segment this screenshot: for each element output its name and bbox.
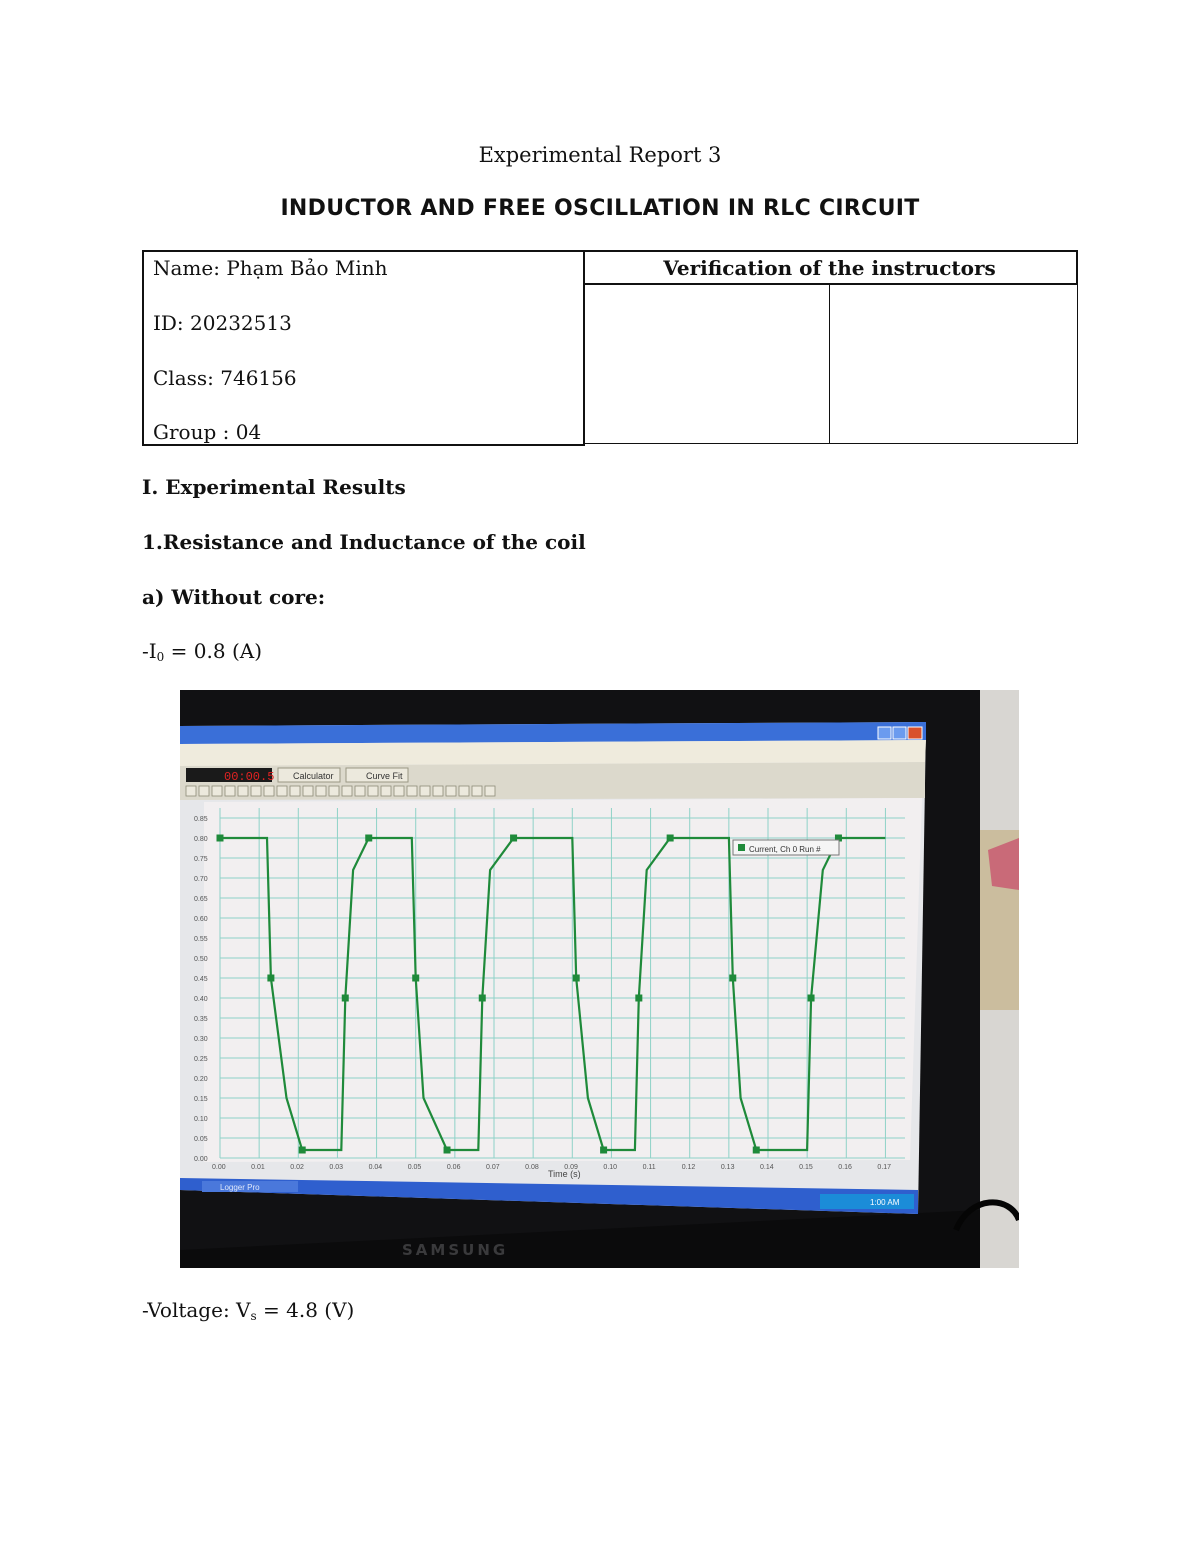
subsection-heading-coil: 1.Resistance and Inductance of the coil [142, 530, 586, 554]
current-measurement [142, 639, 262, 664]
x-tick-label: 0.01 [251, 1164, 265, 1171]
voltage-value: = 4.8 (V) [256, 1298, 355, 1322]
voltage-prefix: -Voltage: V [142, 1298, 251, 1322]
data-point-marker [479, 995, 486, 1002]
data-point-marker [444, 1147, 451, 1154]
x-tick-label: 0.03 [329, 1164, 344, 1171]
x-tick-label: 0.14 [760, 1164, 774, 1171]
y-tick-label: 0.00 [194, 1156, 208, 1163]
x-tick-label: 0.09 [564, 1164, 578, 1171]
toolbar-tool-icon [342, 786, 352, 796]
data-point-marker [635, 995, 642, 1002]
toolbar-tool-icon [316, 786, 326, 796]
toolbar-tool-icon [394, 786, 404, 796]
legend-label: Current, Ch 0 Run # [749, 845, 821, 854]
toolbar-tool-icon [355, 786, 365, 796]
toolbar-tool-icon [238, 786, 248, 796]
y-tick-label: 0.45 [194, 976, 208, 983]
student-group: Group : 04 [153, 420, 262, 444]
toolbar-tool-icon [264, 786, 274, 796]
x-tick-label: 0.04 [368, 1164, 383, 1171]
report-label: Experimental Report 3 [478, 143, 722, 167]
x-tick-label: 0.17 [877, 1164, 892, 1171]
monitor-brand-logo: SAMSUNG [402, 1241, 509, 1259]
y-tick-label: 0.30 [194, 1036, 208, 1043]
curve-fit-label: Curve Fit [366, 771, 403, 781]
y-tick-label: 0.15 [194, 1096, 208, 1103]
data-point-marker [412, 975, 419, 982]
timer-readout: 00:00.5 [224, 770, 275, 784]
voltage-measurement [142, 1298, 354, 1323]
toolbar-tool-icon [329, 786, 339, 796]
verification-header: Verification of the instructors [583, 250, 1078, 285]
student-info-cell [142, 250, 585, 446]
data-point-marker [753, 1147, 760, 1154]
signature-cell-2 [830, 283, 1078, 444]
toolbar-tool-icon [186, 786, 196, 796]
x-axis-label: Time (s) [548, 1169, 581, 1179]
monitor-photo-svg [180, 690, 1019, 1268]
y-tick-label: 0.60 [194, 916, 208, 923]
y-tick-label: 0.65 [194, 896, 208, 903]
monitor-photo [180, 690, 1019, 1268]
toolbar-tool-icon [290, 786, 300, 796]
current-value: = 0.8 (A) [164, 639, 262, 663]
y-tick-label: 0.50 [194, 956, 208, 963]
toolbar-tool-icon [368, 786, 378, 796]
x-tick-label: 0.12 [681, 1164, 696, 1171]
y-tick-label: 0.75 [194, 856, 208, 863]
student-id: ID: 20232513 [153, 311, 292, 335]
toolbar-tool-icon [277, 786, 287, 796]
toolbar-tool-icon [446, 786, 456, 796]
toolbar-tool-icon [381, 786, 391, 796]
system-tray [820, 1194, 914, 1209]
toolbar-tool-icon [225, 786, 235, 796]
y-tick-label: 0.40 [194, 996, 208, 1003]
toolbar-tool-icon [407, 786, 417, 796]
x-tick-label: 0.05 [407, 1164, 422, 1171]
data-point-marker [573, 975, 580, 982]
x-tick-label: 0.00 [212, 1164, 226, 1171]
x-tick-label: 0.10 [603, 1164, 618, 1171]
x-tick-label: 0.02 [290, 1164, 304, 1171]
toolbar-tool-icon [472, 786, 482, 796]
y-tick-label: 0.10 [194, 1116, 208, 1123]
toolbar-tool-icon [485, 786, 495, 796]
toolbar-tool-icon [199, 786, 209, 796]
x-tick-label: 0.16 [838, 1164, 852, 1171]
current-subscript: 0 [156, 650, 165, 664]
legend-swatch [738, 844, 745, 851]
student-class: Class: 746156 [153, 366, 297, 390]
x-tick-label: 0.07 [486, 1164, 500, 1171]
x-tick-label: 0.08 [525, 1164, 539, 1171]
toolbar-tool-icon [251, 786, 261, 796]
signature-cell-1 [583, 283, 830, 444]
y-tick-label: 0.35 [194, 1016, 208, 1023]
toolbar-tool-icon [303, 786, 313, 796]
voltage-subscript: s [250, 1309, 257, 1323]
taskbar-clock: 1:00 AM [870, 1198, 900, 1207]
x-tick-label: 0.13 [720, 1164, 735, 1171]
data-point-marker [729, 975, 736, 982]
x-tick-label: 0.15 [799, 1164, 813, 1171]
calculator-label: Calculator [293, 771, 334, 781]
toolbar-tool-icon [459, 786, 469, 796]
data-point-marker [600, 1147, 607, 1154]
report-title: INDUCTOR AND FREE OSCILLATION IN RLC CIRCUIT [280, 196, 920, 221]
window-close-icon[interactable] [908, 727, 922, 739]
case-heading-without-core: a) Without core: [142, 585, 326, 609]
data-point-marker [510, 835, 517, 842]
y-tick-label: 0.20 [194, 1076, 208, 1083]
toolbar-tool-icon [420, 786, 430, 796]
toolbar-tool-icon [433, 786, 443, 796]
x-tick-label: 0.11 [642, 1164, 656, 1171]
data-point-marker [342, 995, 349, 1002]
data-point-marker [808, 995, 815, 1002]
student-info-table [142, 250, 1078, 445]
data-point-marker [217, 835, 224, 842]
y-tick-label: 0.05 [194, 1136, 208, 1143]
y-tick-label: 0.70 [194, 876, 208, 883]
data-point-marker [299, 1147, 306, 1154]
section-heading-results: I. Experimental Results [142, 475, 406, 499]
x-tick-label: 0.06 [446, 1164, 461, 1171]
y-tick-label: 0.55 [194, 936, 208, 943]
toolbar-tool-icon [212, 786, 222, 796]
y-tick-label: 0.80 [194, 836, 208, 843]
current-prefix: -I [142, 639, 157, 663]
taskbar-item-label: Logger Pro [220, 1183, 260, 1192]
data-point-marker [667, 835, 674, 842]
student-name: Name: Phạm Bảo Minh [153, 256, 388, 280]
y-tick-label: 0.25 [194, 1056, 208, 1063]
data-point-marker [365, 835, 372, 842]
y-tick-label: 0.85 [194, 816, 208, 823]
data-point-marker [267, 975, 274, 982]
